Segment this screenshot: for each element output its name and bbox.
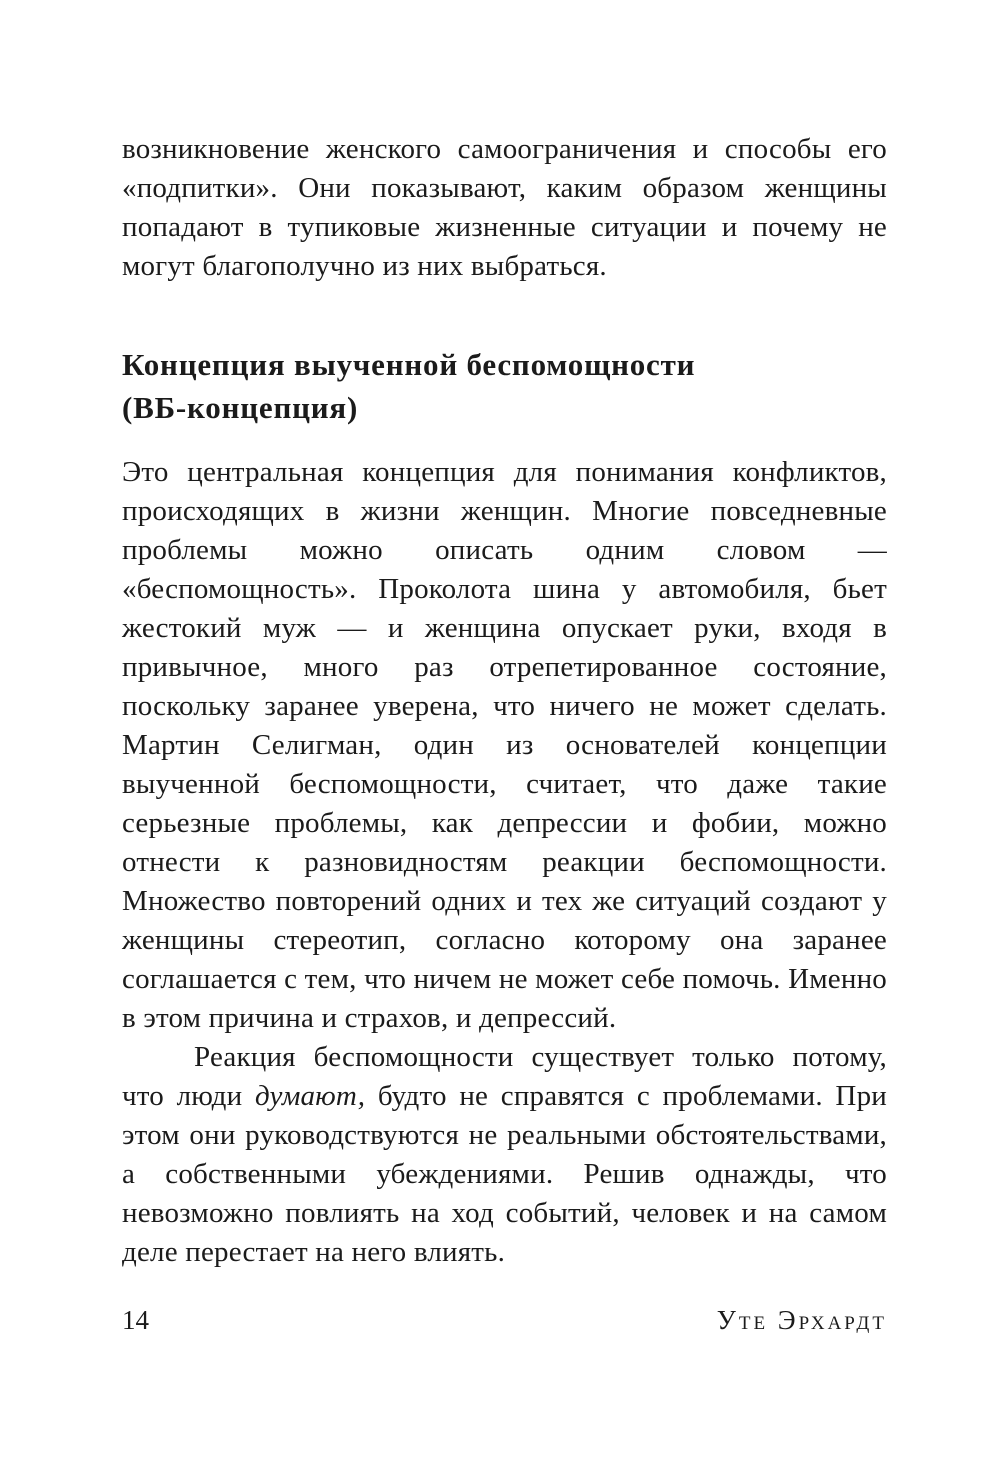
paragraph-reaction (122, 1038, 887, 1272)
paragraph-reaction-italic-word: думают, (254, 1080, 366, 1112)
section-heading (122, 343, 887, 429)
paragraph-reaction-text-pre: Реакция беспомощности существует только потому, что люди (122, 1041, 887, 1112)
section-heading-line-1: Концепция выученной беспомощности (122, 347, 696, 382)
paragraph-intro: возникновение женского самоограничения и способы его «подпитки». Они показывают, каким образом женщины попадают в тупиковые жизненные ситуации и почему не могут благополучно из них выбраться. (122, 133, 887, 282)
page-body (122, 130, 887, 1272)
page-number: 14 (122, 1305, 149, 1335)
page-footer (122, 1305, 887, 1335)
paragraph-main: Это центральная концепция для понимания конфликтов, происходящих в жизни женщин. Многие повседневные проблемы можно описать одним словом — «беспомощность». Проколота шина у автомобиля, бьет жестокий муж — и женщина опускает руки, входя в привычное, много раз отрепетированное состояние, поскольку заранее уверена, что ничего не может сделать. Мартин Селигман, один из основателей концепции выученной беспомощности, считает, что даже такие серьезные проблемы, как депрессии и фобии, можно отнести к разновидностям реакции беспомощности. Множество повторений одних и тех же ситуаций создают у женщины стереотип, согласно которому она заранее соглашается с тем, что ничем не может себе помочь. Именно в этом причина и страхов, и депрессий. (122, 456, 887, 1034)
section-heading-line-2: (ВБ-концепция) (122, 390, 359, 425)
paragraph-reaction-text-post: будто не справятся с проблемами. При этом они руководствуются не реальными обстоятельствами, а собственными убеждениями. Решив однажды, что невозможно повлиять на ход событий, человек и на самом деле перестает на него влиять. (122, 1080, 887, 1268)
running-title-author: Уте Эрхардт (716, 1305, 887, 1335)
